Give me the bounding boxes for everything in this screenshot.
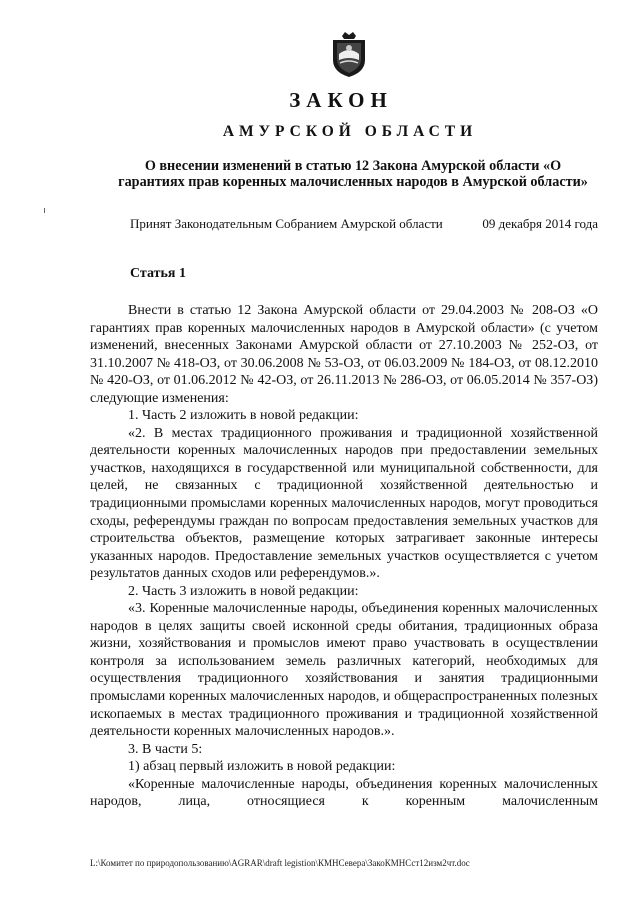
document-title: ЗАКОН xyxy=(289,88,393,112)
adoption-line xyxy=(130,216,598,232)
adoption-text: Принят Законодательным Собранием Амурской области xyxy=(130,216,443,231)
item-1: 1. Часть 2 изложить в новой редакции: xyxy=(128,408,359,424)
law-name-line-1: О внесении изменений в статью 12 Закона Амурской области «О xyxy=(144,158,562,174)
file-path-footer: L:\Комитет по природопользованию\AGRAR\draft legistion\КМНСевера\ЗакоКМНСст12изм2чт.doc xyxy=(90,858,470,868)
margin-mark xyxy=(44,208,45,213)
article-heading: Статья 1 xyxy=(130,266,186,281)
quote-2: «3. Коренные малочисленные народы, объединения коренных малочисленных народов в целях защиты своей исконной среды обитания, традиционных образа жизни, хозяйствования и промыслов имеют право участвовать в осуществлении контроля за использованием земель различных категорий, необходимых для осуществления традиционного хозяйствования и занятия традиционными промыслами коренных малочисленных народов, и общераспространенных полезных ископаемых в местах традиционного проживания и традиционной хозяйственной деятельности коренных малочисленных народов.». xyxy=(90,601,598,740)
quote-1: «2. В местах традиционного проживания и традиционной хозяйственной деятельности коренных малочисленных народов при предоставлении земельных участков, находящихся в государственной или муниципальной собственности, для целей, не связанных с традиционной хозяйственной деятельностью и традиционными промыслами коренных малочисленных народов, могут проводиться сходы, референдумы граждан по вопросам предоставления земельных участков для строительства объектов, размещение которых затрагивает законные интересы указанных народов. Предоставление земельных участков осуществляется с учетом результатов данных сходов или референдумов.». xyxy=(90,425,598,582)
region-title: АМУРСКОЙ ОБЛАСТИ xyxy=(222,123,478,140)
quote-3: «Коренные малочисленные народы, объединения коренных малочисленных народов, лица, относящиеся к коренным малочисленным xyxy=(90,776,598,810)
law-name xyxy=(108,158,598,190)
coat-of-arms-icon xyxy=(330,30,368,78)
item-2: 2. Часть 3 изложить в новой редакции: xyxy=(128,583,359,599)
document-body xyxy=(90,302,598,811)
intro-paragraph: Внести в статью 12 Закона Амурской области от 29.04.2003 № 208-ОЗ «О гарантиях прав коренных малочисленных народов в Амурской области» (с учетом изменений, внесенных Законами Амурской области от 27.10.2003 № 252-ОЗ, от 31.10.2007 № 418-ОЗ, от 30.06.2008 № 53-ОЗ, от 06.03.2009 № 184-ОЗ, от 08.12.2010 № 420-ОЗ, от 01.06.2012 № 42-ОЗ, от 26.11.2013 № 286-ОЗ, от 06.05.2014 № 357-ОЗ) следующие изменения: xyxy=(90,303,598,406)
adoption-date: 09 декабря 2014 года xyxy=(482,216,598,231)
item-3-1: 1) абзац первый изложить в новой редакции: xyxy=(128,759,396,775)
item-3: 3. В части 5: xyxy=(128,741,203,757)
law-name-line-2: гарантиях прав коренных малочисленных народов в Амурской области» xyxy=(118,174,588,190)
